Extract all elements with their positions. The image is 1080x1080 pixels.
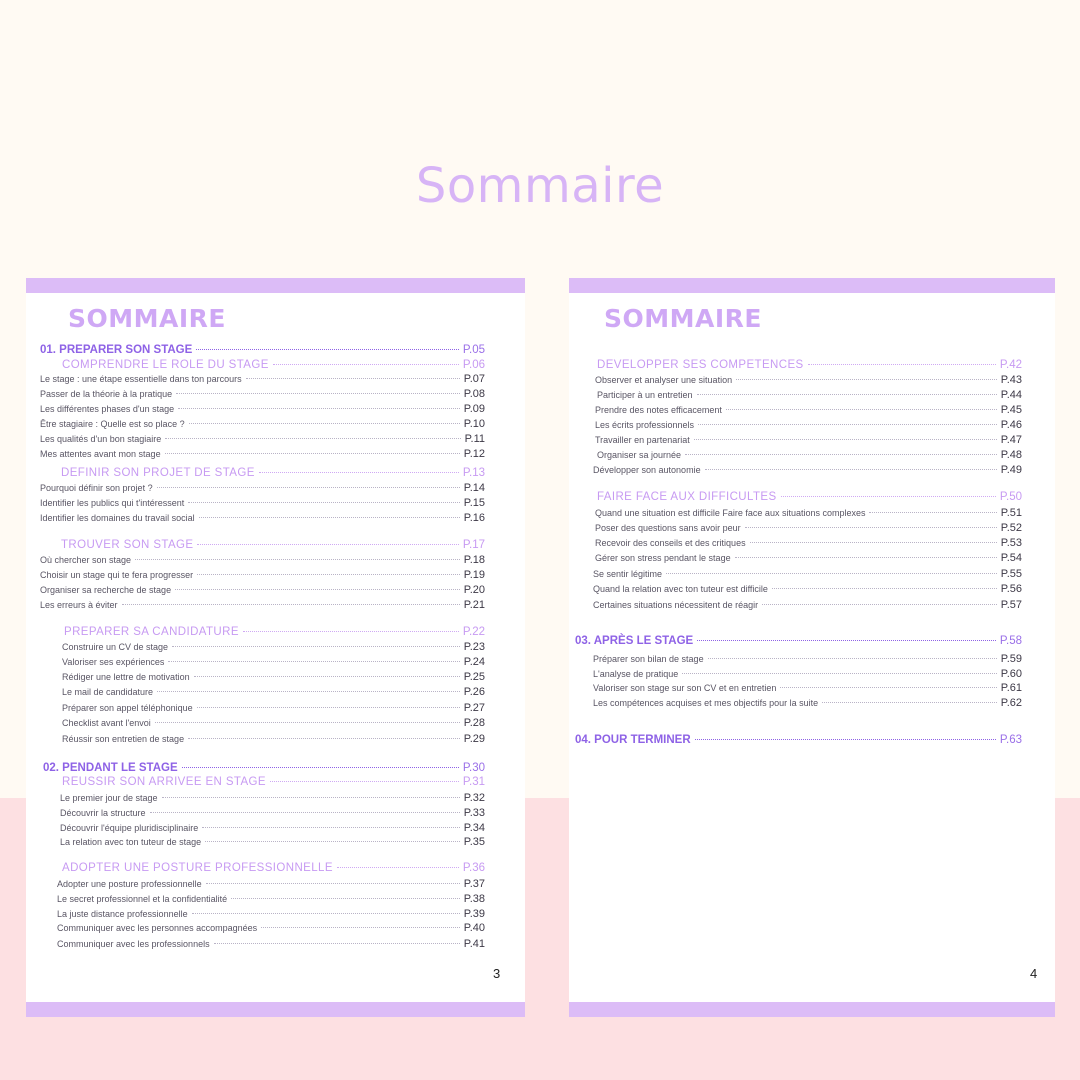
toc-item-row[interactable] xyxy=(593,668,1022,680)
toc-entry-page: P.39 xyxy=(463,908,485,920)
toc-entry-page: P.43 xyxy=(1000,374,1022,386)
dot-leader xyxy=(194,676,460,677)
toc-entry-page: P.53 xyxy=(1000,537,1022,549)
toc-entry-page: P.37 xyxy=(463,878,485,890)
toc-section-row[interactable] xyxy=(61,539,485,551)
toc-item-row[interactable] xyxy=(40,497,485,509)
toc-item-row[interactable] xyxy=(40,373,485,385)
toc-entry-title: TROUVER SON STAGE xyxy=(61,539,194,551)
toc-entry-title: COMPRENDRE LE ROLE DU STAGE xyxy=(62,359,269,371)
toc-entry-page: P.07 xyxy=(463,373,485,385)
toc-entry-title: Adopter une posture professionnelle xyxy=(57,879,202,889)
toc-section-row[interactable] xyxy=(62,862,485,874)
toc-entry-title: Le mail de candidature xyxy=(62,687,154,697)
dot-leader xyxy=(165,453,460,454)
toc-item-row[interactable] xyxy=(595,374,1022,386)
toc-entry-title: REUSSIR SON ARRIVEE EN STAGE xyxy=(62,776,266,788)
dot-leader xyxy=(157,487,460,488)
toc-entry-title: Poser des questions sans avoir peur xyxy=(595,523,741,533)
toc-entry-page: P.49 xyxy=(1000,464,1022,476)
toc-item-row[interactable] xyxy=(62,686,485,698)
dot-leader xyxy=(155,722,460,723)
toc-entry-title: Valoriser ses expériences xyxy=(62,657,165,667)
toc-item-row[interactable] xyxy=(57,893,485,905)
toc-item-row[interactable] xyxy=(40,448,485,460)
toc-item-row[interactable] xyxy=(40,433,485,445)
toc-entry-page: P.17 xyxy=(462,539,485,551)
dot-leader xyxy=(697,394,997,395)
toc-item-row[interactable] xyxy=(57,922,485,934)
dot-leader xyxy=(745,527,997,528)
toc-entry-page: P.46 xyxy=(1000,419,1022,431)
dot-leader xyxy=(750,542,997,543)
toc-entry-page: P.09 xyxy=(463,403,485,415)
dot-leader xyxy=(695,739,996,740)
toc-entry-title: Choisir un stage qui te fera progresser xyxy=(40,570,194,580)
toc-entry-page: P.30 xyxy=(462,762,485,774)
toc-entry-page: P.56 xyxy=(1000,583,1022,595)
toc-entry-page: P.44 xyxy=(1000,389,1022,401)
toc-entry-title: Quand la relation avec ton tuteur est difficile xyxy=(593,584,768,594)
dot-leader xyxy=(808,364,996,365)
toc-item-row[interactable] xyxy=(595,404,1022,416)
toc-item-row[interactable] xyxy=(40,569,485,581)
toc-item-row[interactable] xyxy=(62,733,485,745)
page-bottom-band xyxy=(26,1002,525,1017)
toc-entry-page: P.51 xyxy=(1000,507,1022,519)
dot-leader xyxy=(175,589,460,590)
dot-leader xyxy=(214,943,460,944)
dot-leader xyxy=(188,502,459,503)
toc-entry-title: FAIRE FACE AUX DIFFICULTES xyxy=(597,491,777,503)
toc-entry-title: Se sentir légitime xyxy=(593,569,663,579)
dot-leader xyxy=(705,469,997,470)
toc-item-row[interactable] xyxy=(595,522,1022,534)
toc-entry-page: P.54 xyxy=(1000,552,1022,564)
page-heading: SOMMAIRE xyxy=(604,304,762,333)
toc-entry-page: P.24 xyxy=(463,656,485,668)
toc-part-row[interactable] xyxy=(40,344,485,356)
toc-entry-title: Réussir son entretien de stage xyxy=(62,734,185,744)
toc-entry-title: L'analyse de pratique xyxy=(593,669,679,679)
dot-leader xyxy=(337,867,459,868)
toc-item-row[interactable] xyxy=(40,482,485,494)
toc-entry-page: P.35 xyxy=(463,836,485,848)
dot-leader xyxy=(188,738,460,739)
toc-section-row[interactable] xyxy=(597,359,1022,371)
toc-entry-page: P.10 xyxy=(463,418,485,430)
toc-part-row[interactable] xyxy=(575,734,1022,746)
page-number: 4 xyxy=(1030,966,1038,981)
toc-entry-title: Valoriser son stage sur son CV et en entretien xyxy=(593,683,777,693)
dot-leader xyxy=(205,841,460,842)
toc-entry-page: P.50 xyxy=(999,491,1022,503)
toc-entry-title: Être stagiaire : Quelle est so place ? xyxy=(40,419,185,429)
toc-entry-title: ADOPTER UNE POSTURE PROFESSIONNELLE xyxy=(62,862,333,874)
toc-item-row[interactable] xyxy=(595,507,1022,519)
dot-leader xyxy=(682,673,997,674)
toc-item-row[interactable] xyxy=(40,418,485,430)
toc-entry-page: P.26 xyxy=(463,686,485,698)
page-bottom-band xyxy=(569,1002,1055,1017)
toc-entry-title: 01. PREPARER SON STAGE xyxy=(40,344,193,356)
toc-entry-page: P.57 xyxy=(1000,599,1022,611)
toc-item-row[interactable] xyxy=(40,512,485,524)
dot-leader xyxy=(708,658,997,659)
toc-entry-page: P.08 xyxy=(463,388,485,400)
toc-entry-page: P.52 xyxy=(1000,522,1022,534)
dot-leader xyxy=(197,544,458,545)
dot-leader xyxy=(246,378,460,379)
dot-leader xyxy=(273,364,459,365)
toc-item-row[interactable] xyxy=(593,599,1022,611)
dot-leader xyxy=(261,927,460,928)
toc-section-row[interactable] xyxy=(597,491,1022,503)
toc-entry-title: Les écrits professionnels xyxy=(595,420,695,430)
toc-entry-title: Travailler en partenariat xyxy=(595,435,690,445)
toc-entry-title: Observer et analyser une situation xyxy=(595,375,733,385)
toc-entry-page: P.42 xyxy=(999,359,1022,371)
toc-section-row[interactable] xyxy=(62,776,485,788)
toc-item-row[interactable] xyxy=(62,641,485,653)
toc-item-row[interactable] xyxy=(40,584,485,596)
toc-entry-title: Pourquoi définir son projet ? xyxy=(40,483,153,493)
toc-entry-title: La relation avec ton tuteur de stage xyxy=(60,837,202,847)
toc-item-row[interactable] xyxy=(62,671,485,683)
page-top-band xyxy=(26,278,525,293)
toc-entry-page: P.40 xyxy=(463,922,485,934)
dot-leader xyxy=(150,812,460,813)
toc-entry-title: 02. PENDANT LE STAGE xyxy=(43,762,178,774)
toc-entry-page: P.63 xyxy=(999,734,1022,746)
toc-entry-page: P.20 xyxy=(463,584,485,596)
toc-entry-page: P.25 xyxy=(463,671,485,683)
dot-leader xyxy=(172,646,460,647)
toc-entry-title: Le premier jour de stage xyxy=(60,793,158,803)
toc-entry-page: P.19 xyxy=(463,569,485,581)
toc-item-row[interactable] xyxy=(595,552,1022,564)
toc-entry-page: P.11 xyxy=(464,433,485,445)
toc-entry-title: Recevoir des conseils et des critiques xyxy=(595,538,746,548)
dot-leader xyxy=(270,781,459,782)
dot-leader xyxy=(231,898,460,899)
dot-leader xyxy=(736,379,997,380)
toc-entry-page: P.13 xyxy=(462,467,485,479)
toc-part-row[interactable] xyxy=(43,762,485,774)
dot-leader xyxy=(178,408,460,409)
toc-item-row[interactable] xyxy=(595,434,1022,446)
dot-leader xyxy=(697,640,996,641)
dot-leader xyxy=(165,438,460,439)
toc-item-row[interactable] xyxy=(60,822,485,834)
toc-entry-title: Rédiger une lettre de motivation xyxy=(62,672,190,682)
toc-item-row[interactable] xyxy=(593,464,1022,476)
dot-leader xyxy=(157,691,460,692)
toc-entry-page: P.38 xyxy=(463,893,485,905)
toc-entry-title: Les différentes phases d'un stage xyxy=(40,404,175,414)
dot-leader xyxy=(822,702,997,703)
toc-entry-page: P.18 xyxy=(463,554,485,566)
dot-leader xyxy=(162,797,460,798)
toc-item-row[interactable] xyxy=(593,653,1022,665)
dot-leader xyxy=(685,454,997,455)
toc-item-row[interactable] xyxy=(593,568,1022,580)
toc-entry-title: Les compétences acquises et mes objectifs pour la suite xyxy=(593,698,819,708)
toc-entry-title: 04. POUR TERMINER xyxy=(575,734,691,746)
toc-entry-title: Passer de la théorie à la pratique xyxy=(40,389,173,399)
dot-leader xyxy=(259,472,459,473)
toc-entry-page: P.36 xyxy=(462,862,485,874)
toc-entry-page: P.29 xyxy=(463,733,485,745)
right-page xyxy=(569,278,1055,1017)
toc-entry-title: Organiser sa journée xyxy=(597,450,682,460)
dot-leader xyxy=(197,707,460,708)
toc-item-row[interactable] xyxy=(62,656,485,668)
toc-part-row[interactable] xyxy=(575,635,1022,647)
toc-item-row[interactable] xyxy=(40,403,485,415)
dot-leader xyxy=(694,439,997,440)
dot-leader xyxy=(781,496,996,497)
toc-entry-title: Gérer son stress pendant le stage xyxy=(595,553,731,563)
page-number: 3 xyxy=(493,966,501,981)
toc-entry-page: P.61 xyxy=(1000,682,1022,694)
toc-entry-title: Préparer son bilan de stage xyxy=(593,654,704,664)
toc-entry-title: Développer son autonomie xyxy=(593,465,701,475)
toc-entry-title: DEFINIR SON PROJET DE STAGE xyxy=(61,467,255,479)
toc-entry-title: Mes attentes avant mon stage xyxy=(40,449,161,459)
toc-entry-title: La juste distance professionnelle xyxy=(57,909,188,919)
toc-item-row[interactable] xyxy=(40,388,485,400)
toc-section-row[interactable] xyxy=(61,467,485,479)
toc-item-row[interactable] xyxy=(597,449,1022,461)
toc-item-row[interactable] xyxy=(60,836,485,848)
toc-entry-title: Préparer son appel téléphonique xyxy=(62,703,193,713)
toc-item-row[interactable] xyxy=(57,908,485,920)
left-page xyxy=(26,278,525,1017)
toc-entry-page: P.62 xyxy=(1000,697,1022,709)
dot-leader xyxy=(869,512,996,513)
toc-item-row[interactable] xyxy=(595,419,1022,431)
toc-item-row[interactable] xyxy=(62,702,485,714)
toc-entry-page: P.05 xyxy=(462,344,485,356)
toc-entry-page: P.47 xyxy=(1000,434,1022,446)
toc-entry-title: Prendre des notes efficacement xyxy=(595,405,722,415)
toc-entry-title: Construire un CV de stage xyxy=(62,642,169,652)
toc-entry-title: Communiquer avec les professionnels xyxy=(57,939,210,949)
toc-entry-page: P.33 xyxy=(463,807,485,819)
toc-entry-title: Certaines situations nécessitent de réagir xyxy=(593,600,759,610)
dot-leader xyxy=(762,604,997,605)
dot-leader xyxy=(780,687,996,688)
dot-leader xyxy=(189,423,460,424)
toc-entry-title: Le stage : une étape essentielle dans ton parcours xyxy=(40,374,242,384)
toc-entry-page: P.22 xyxy=(462,626,485,638)
toc-item-row[interactable] xyxy=(60,792,485,804)
toc-entry-page: P.41 xyxy=(463,938,485,950)
toc-entry-title: Les erreurs à éviter xyxy=(40,600,118,610)
dot-leader xyxy=(199,517,460,518)
toc-entry-page: P.45 xyxy=(1000,404,1022,416)
dot-leader xyxy=(206,883,460,884)
dot-leader xyxy=(772,588,997,589)
main-title: Sommaire xyxy=(415,158,665,214)
toc-entry-title: Découvrir la structure xyxy=(60,808,146,818)
toc-entry-page: P.12 xyxy=(463,448,485,460)
toc-item-row[interactable] xyxy=(593,682,1022,694)
dot-leader xyxy=(735,557,997,558)
toc-entry-title: Participer à un entretien xyxy=(597,390,693,400)
toc-entry-page: P.58 xyxy=(999,635,1022,647)
toc-item-row[interactable] xyxy=(593,697,1022,709)
dot-leader xyxy=(666,573,997,574)
toc-entry-title: PREPARER SA CANDIDATURE xyxy=(64,626,239,638)
toc-item-row[interactable] xyxy=(62,717,485,729)
toc-entry-title: DEVELOPPER SES COMPETENCES xyxy=(597,359,804,371)
toc-entry-title: Le secret professionnel et la confidentialité xyxy=(57,894,228,904)
dot-leader xyxy=(197,574,460,575)
toc-entry-title: Découvrir l'équipe pluridisciplinaire xyxy=(60,823,199,833)
toc-entry-page: P.14 xyxy=(463,482,485,494)
toc-entry-page: P.21 xyxy=(463,599,485,611)
dot-leader xyxy=(698,424,997,425)
toc-entry-page: P.31 xyxy=(462,776,485,788)
toc-item-row[interactable] xyxy=(60,807,485,819)
dot-leader xyxy=(196,349,459,350)
toc-entry-title: Organiser sa recherche de stage xyxy=(40,585,172,595)
dot-leader xyxy=(176,393,460,394)
page-heading: SOMMAIRE xyxy=(68,304,226,333)
toc-item-row[interactable] xyxy=(40,554,485,566)
toc-entry-page: P.32 xyxy=(463,792,485,804)
toc-entry-page: P.34 xyxy=(463,822,485,834)
dot-leader xyxy=(726,409,997,410)
toc-entry-page: P.55 xyxy=(1000,568,1022,580)
toc-entry-title: Où chercher son stage xyxy=(40,555,132,565)
dot-leader xyxy=(168,661,459,662)
toc-entry-page: P.48 xyxy=(1000,449,1022,461)
toc-item-row[interactable] xyxy=(40,599,485,611)
toc-section-row[interactable] xyxy=(64,626,485,638)
toc-entry-title: 03. APRÈS LE STAGE xyxy=(575,635,694,647)
toc-entry-page: P.15 xyxy=(463,497,485,509)
toc-item-row[interactable] xyxy=(595,537,1022,549)
toc-entry-title: Communiquer avec les personnes accompagnées xyxy=(57,923,258,933)
toc-entry-page: P.23 xyxy=(463,641,485,653)
toc-entry-title: Identifier les publics qui t'intéressent xyxy=(40,498,185,508)
toc-item-row[interactable] xyxy=(593,583,1022,595)
toc-entry-page: P.59 xyxy=(1000,653,1022,665)
dot-leader xyxy=(192,913,460,914)
dot-leader xyxy=(135,559,460,560)
dot-leader xyxy=(122,604,460,605)
toc-entry-title: Checklist avant l'envoi xyxy=(62,718,151,728)
toc-item-row[interactable] xyxy=(57,938,485,950)
toc-entry-page: P.06 xyxy=(462,359,485,371)
toc-entry-page: P.28 xyxy=(463,717,485,729)
toc-entry-page: P.60 xyxy=(1000,668,1022,680)
dot-leader xyxy=(182,767,459,768)
toc-item-row[interactable] xyxy=(597,389,1022,401)
dot-leader xyxy=(243,631,459,632)
toc-entry-page: P.27 xyxy=(463,702,485,714)
toc-entry-title: Les qualités d'un bon stagiaire xyxy=(40,434,162,444)
toc-entry-title: Quand une situation est difficile Faire face aux situations complexes xyxy=(595,508,866,518)
dot-leader xyxy=(202,827,459,828)
page-top-band xyxy=(569,278,1055,293)
toc-section-row[interactable] xyxy=(62,359,485,371)
toc-item-row[interactable] xyxy=(57,878,485,890)
toc-entry-page: P.16 xyxy=(463,512,485,524)
toc-entry-title: Identifier les domaines du travail social xyxy=(40,513,195,523)
